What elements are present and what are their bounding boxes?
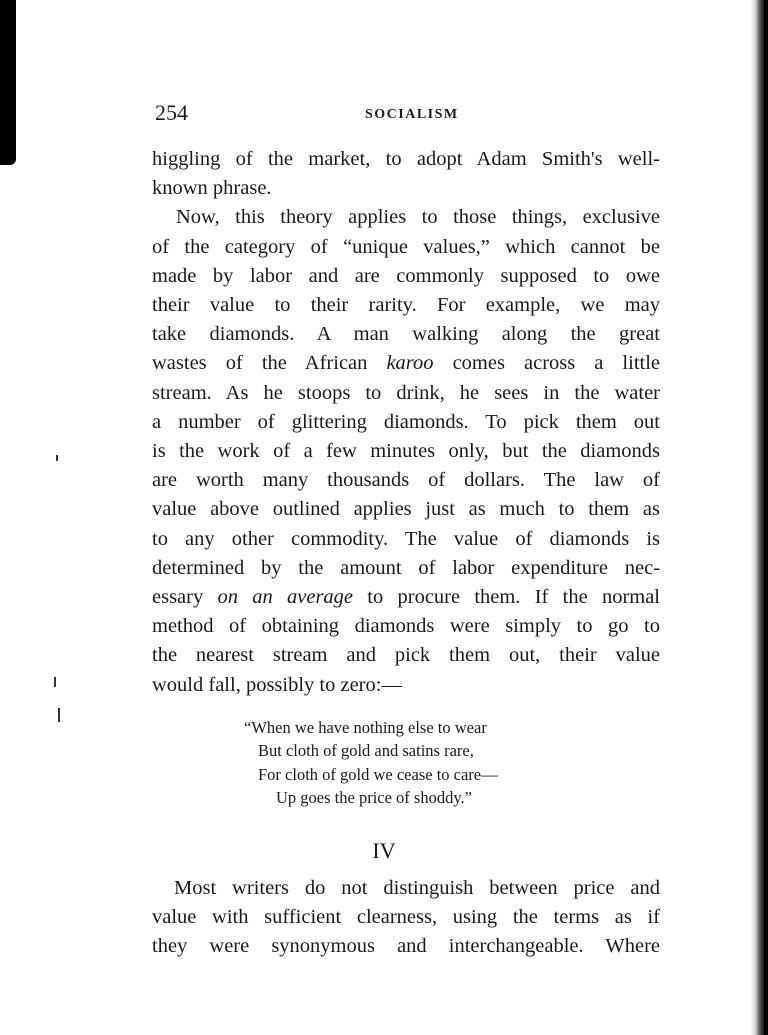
text-line: essary on an average to procure them. If the normal xyxy=(152,586,661,609)
scan-speck xyxy=(54,677,56,687)
text-line: are worth many thousands of dollars. The law of xyxy=(152,469,660,492)
verse-line: Up goes the price of shoddy.” xyxy=(276,787,472,807)
running-head xyxy=(155,100,660,130)
text-line: method of obtaining diamonds were simply to go to xyxy=(152,615,660,638)
text-line: Most writers do not distinguish between price and xyxy=(174,877,660,899)
text-line: higgling of the market, to adopt Adam Smith's well- xyxy=(152,148,660,170)
text-line: their value to their rarity. For example, we may xyxy=(152,294,660,317)
section-text xyxy=(152,874,660,962)
text-line: Now, this theory applies to those things, exclusive xyxy=(176,206,660,229)
text-line: known phrase. xyxy=(152,177,272,200)
text-line: value above outlined applies just as much to them as xyxy=(152,498,660,521)
scan-speck xyxy=(56,455,58,461)
verse-quote xyxy=(244,716,498,809)
text-line: a number of glittering diamonds. To pick them out xyxy=(152,410,660,433)
text-line: determined by the amount of labor expenditure nec- xyxy=(152,556,660,579)
scan-edge-right-dark xyxy=(764,0,768,1035)
text-line: the nearest stream and pick them out, their value xyxy=(152,644,660,667)
running-title: SOCIALISM xyxy=(365,107,459,122)
text-line: made by labor and are commonly supposed to owe xyxy=(152,264,660,287)
verse-line: “When we have nothing else to wear xyxy=(244,718,487,737)
section-number: IV xyxy=(372,838,396,863)
scan-edge-left xyxy=(0,0,16,165)
scan-speck xyxy=(58,708,60,722)
text-line: they were synonymous and interchangeable. Where xyxy=(152,935,660,958)
text-line: would fall, possibly to zero:— xyxy=(152,673,402,696)
text-line: stream. As he stoops to drink, he sees in the water xyxy=(152,381,660,404)
paragraph-diamonds xyxy=(152,203,660,699)
text-line: take diamonds. A man walking along the great xyxy=(152,323,660,346)
text-line: wastes of the African karoo comes across a little xyxy=(152,352,661,375)
text-line: of the category of “unique values,” which cannot be xyxy=(152,235,660,258)
text-line: value with sufficient clearness, using the terms as if xyxy=(152,906,660,929)
text-line: to any other commodity. The value of diamonds is xyxy=(152,527,660,550)
text-line: is the work of a few minutes only, but the diamonds xyxy=(152,440,660,463)
page-number: 254 xyxy=(155,100,188,125)
paragraph-continued xyxy=(152,145,660,203)
scan-edge-right xyxy=(750,0,764,1035)
body-text xyxy=(152,145,660,700)
verse-line: But cloth of gold and satins rare, xyxy=(258,741,474,761)
verse-line: For cloth of gold we cease to care— xyxy=(258,764,498,784)
